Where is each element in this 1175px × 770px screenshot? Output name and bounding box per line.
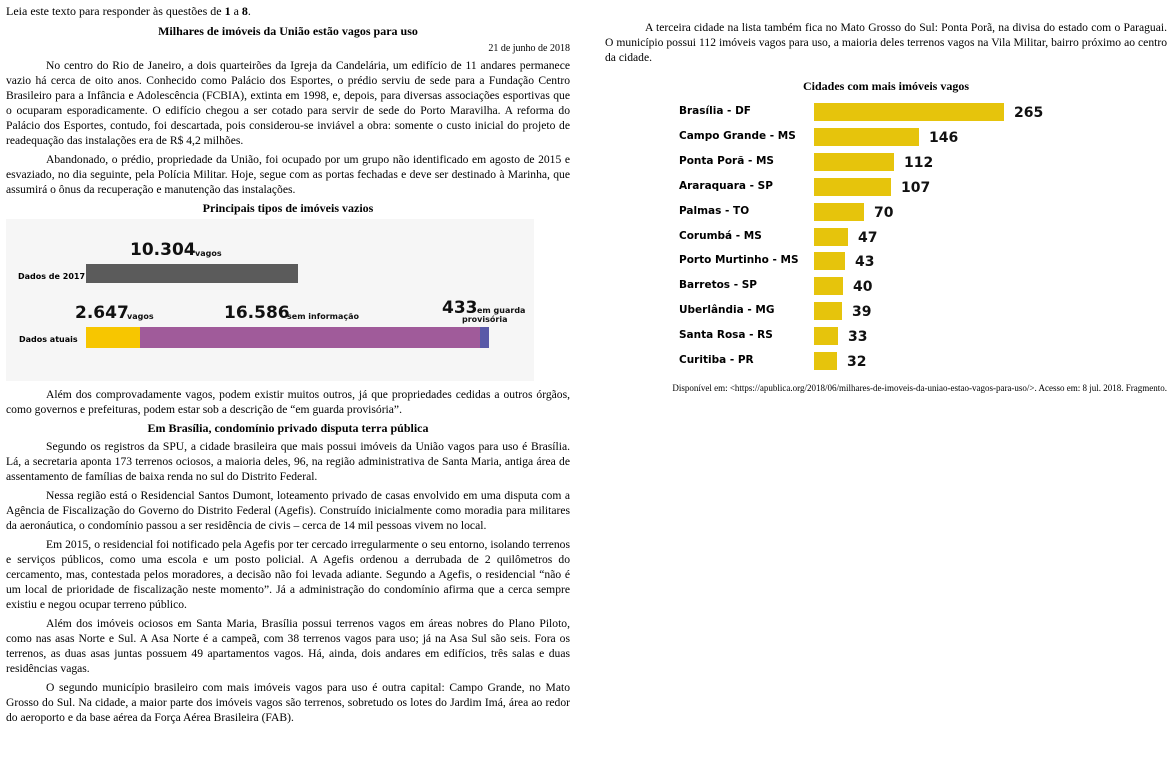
bar-2017 — [86, 264, 298, 283]
chart-bar — [814, 153, 894, 171]
chart-row — [605, 301, 1167, 321]
chart-category-label: Barretos - SP — [679, 279, 757, 292]
chart-category-label: Campo Grande - MS — [679, 129, 796, 142]
chart-value-label: 43 — [855, 254, 875, 271]
chart-value-label: 70 — [874, 204, 894, 221]
chart-row — [605, 251, 1167, 271]
article-date: 21 de junho de 2018 — [488, 43, 570, 54]
chart-value-label: 33 — [848, 329, 868, 346]
value-sem-informacao: 16.586 — [224, 303, 290, 323]
chart-value-label: 146 — [929, 129, 959, 146]
chart-row — [605, 127, 1167, 147]
chart-bar — [814, 327, 838, 345]
label-atuais: Dados atuais — [19, 335, 78, 344]
chart-row — [605, 102, 1167, 122]
chart-value-label: 265 — [1014, 105, 1044, 121]
unit-sem-informacao: sem informação — [287, 312, 360, 321]
paragraph-3: Além dos comprovadamente vagos, podem existir muitos outros, já que propriedades cedidas a outros órgãos, como governos e prefeituras, podem estar sob a descrição de “em guarda provisória”. — [6, 388, 570, 416]
chart-value-label: 107 — [901, 179, 931, 196]
paragraph-9: A terceira cidade na lista também fica no Mato Grosso do Sul: Ponta Porã, na divisa do estado com o Paraguai. O município possui 112 imóveis vagos para uso, a maioria deles terrenos vagos na Vila Militar, bairro próximo ao centro da cidade. — [605, 21, 1167, 64]
chart-bar — [814, 178, 891, 196]
chart-category-label: Santa Rosa - RS — [679, 329, 773, 342]
value-vagos: 2.647 — [75, 303, 129, 323]
chart-category-label: Brasília - DF — [679, 105, 751, 117]
chart-value-label: 112 — [904, 154, 934, 171]
paragraph-6: Em 2015, o residencial foi notificado pela Agefis por ter cercado irregularmente o seu entorno, isolando terrenos e serviços públicos, como uma escola e um posto policial. A Agefis ordenou a derrubada de 2 quilômetros do cercamento, mas, contestada pelos moradores, a decisão não foi levada adiante. Segundo a Agefis, o residencial “não é um local de prioridade de fiscalização neste momento”. Já a administração do condomínio afirma que a cerca sempre existiu e negou ocupar terreno público. — [6, 538, 570, 611]
chart-category-label: Palmas - TO — [679, 204, 750, 217]
paragraph-7: Além dos imóveis ociosos em Santa Maria, Brasília possui terrenos vagos em áreas nobres do Plano Piloto, como nas asas Norte e Sul. A Asa Norte é a campeã, com 38 terrenos vagos para uso; já na Asa Sul são seis. Fora os terrenos, as duas asas juntas possuem 49 apartamentos vagos. Há, ainda, dois andares em edifícios, três salas e duas residências vagas. — [6, 617, 570, 675]
section-heading-types: Principais tipos de imóveis vazios — [202, 201, 374, 215]
intro-text: Leia este texto para responder às questões de 1 a 8. — [6, 4, 251, 18]
value-2017: 10.304 — [130, 240, 196, 260]
chart-title: Cidades com mais imóveis vagos — [803, 79, 969, 93]
chart-category-label: Corumbá - MS — [679, 229, 762, 242]
segment-vagos — [86, 327, 140, 348]
unit-guarda-line2: provisória — [462, 315, 508, 324]
chart-category-label: Uberlândia - MG — [679, 304, 775, 317]
paragraph-2: Abandonado, o prédio, propriedade da União, foi ocupado por um grupo não identificado em agosto de 2015 e esvaziado, no dia seguinte, pela Polícia Militar. Hoje, segue com as portas fechadas e deve ser destinado à Marinha, que assumirá o ônus da recuperação e manutenção das instalações. — [6, 153, 570, 196]
chart-row — [605, 202, 1167, 222]
chart-row — [605, 351, 1167, 371]
chart-row — [605, 227, 1167, 247]
segment-guarda-provisoria — [480, 327, 489, 348]
paragraph-4: Segundo os registros da SPU, a cidade brasileira que mais possui imóveis da União vagos para uso é Brasília. Lá, a secretaria aponta 173 terrenos ociosos, a maioria deles, 96, na região administrativa de Santa Maria, antiga área de assentamento de famílias de baixa renda no sul do Distrito Federal. — [6, 440, 570, 483]
chart-bar — [814, 252, 845, 270]
chart-row — [605, 276, 1167, 296]
right-column — [605, 0, 1167, 394]
chart-value-label: 40 — [853, 279, 873, 296]
cities-bar-chart — [605, 102, 1167, 374]
paragraph-8: O segundo município brasileiro com mais imóveis vagos para uso é outra capital: Campo Grande, no Mato Grosso do Sul. Na cidade, a maior parte dos imóveis vagos são terrenos, sobretudo os lotes do Jardim Imá, área ao redor do aeroporto e da base aérea da Força Aérea Brasileira (FAB). — [6, 681, 570, 724]
chart-bar — [814, 203, 864, 221]
value-guarda: 433 — [442, 298, 478, 318]
chart-row — [605, 152, 1167, 172]
chart-row — [605, 326, 1167, 346]
chart-bar — [814, 103, 1004, 121]
unit-vagos: vagos — [127, 312, 154, 321]
chart-bar — [814, 277, 843, 295]
chart-value-label: 32 — [847, 354, 867, 370]
article-title: Milhares de imóveis da União estão vagos para uso — [158, 24, 418, 38]
chart-row — [605, 177, 1167, 197]
chart-category-label: Porto Murtinho - MS — [679, 254, 799, 267]
unit-2017: vagos — [195, 249, 222, 258]
chart-category-label: Ponta Porã - MS — [679, 154, 774, 167]
unit-guarda-line1: em guarda — [477, 306, 526, 315]
chart-category-label: Araraquara - SP — [679, 179, 773, 192]
chart-bar — [814, 228, 848, 246]
chart-bar — [814, 302, 842, 320]
chart-bar — [814, 128, 919, 146]
label-2017: Dados de 2017 — [18, 272, 86, 281]
chart-value-label: 47 — [858, 229, 878, 246]
chart-bar — [814, 352, 837, 370]
section-heading-brasilia: Em Brasília, condomínio privado disputa terra pública — [147, 421, 429, 435]
paragraph-5: Nessa região está o Residencial Santos Dumont, loteamento privado de casas envolvido em uma disputa com a Agência de Fiscalização do Governo do Distrito Federal (Agefis). Construído inicialmente como moradia para militares da aeronáutica, o condomínio passou a ser residência de civis – cerca de 14 mil pessoas vivem no local. — [6, 489, 570, 532]
paragraph-1: No centro do Rio de Janeiro, a dois quarteirões da Igreja da Candelária, um edifício de 11 andares permanece vazio há cerca de oito anos. Conhecido como Palácio dos Esportes, o prédio serviu de sede para a Fundação Centro Brasileiro para a Infância e Adolescência (FCBIA), extinta em 1998, e, depois, para diversas associações esportivas que o ocuparam esporadicamente. O edifício chegou a ser cotado para servir de sede do Porto Maravilha. A reforma do Palácio dos Esportes, contudo, foi descartada, pois considerou-se inviável a obra: somente o custo inicial do projeto de readequação das instalações era de R$ 4,2 milhões. — [6, 59, 570, 147]
segment-sem-informacao — [140, 327, 480, 348]
left-column — [6, 0, 570, 725]
source-citation: Disponível em: <https://apublica.org/2018/06/milhares-de-imoveis-da-uniao-estao-vagos-para-uso/>. Acesso em: 8 jul. 2018. Fragmento. — [672, 383, 1167, 393]
vacant-types-infographic — [6, 219, 534, 381]
chart-value-label: 39 — [852, 304, 872, 321]
chart-category-label: Curitiba - PR — [679, 354, 754, 366]
